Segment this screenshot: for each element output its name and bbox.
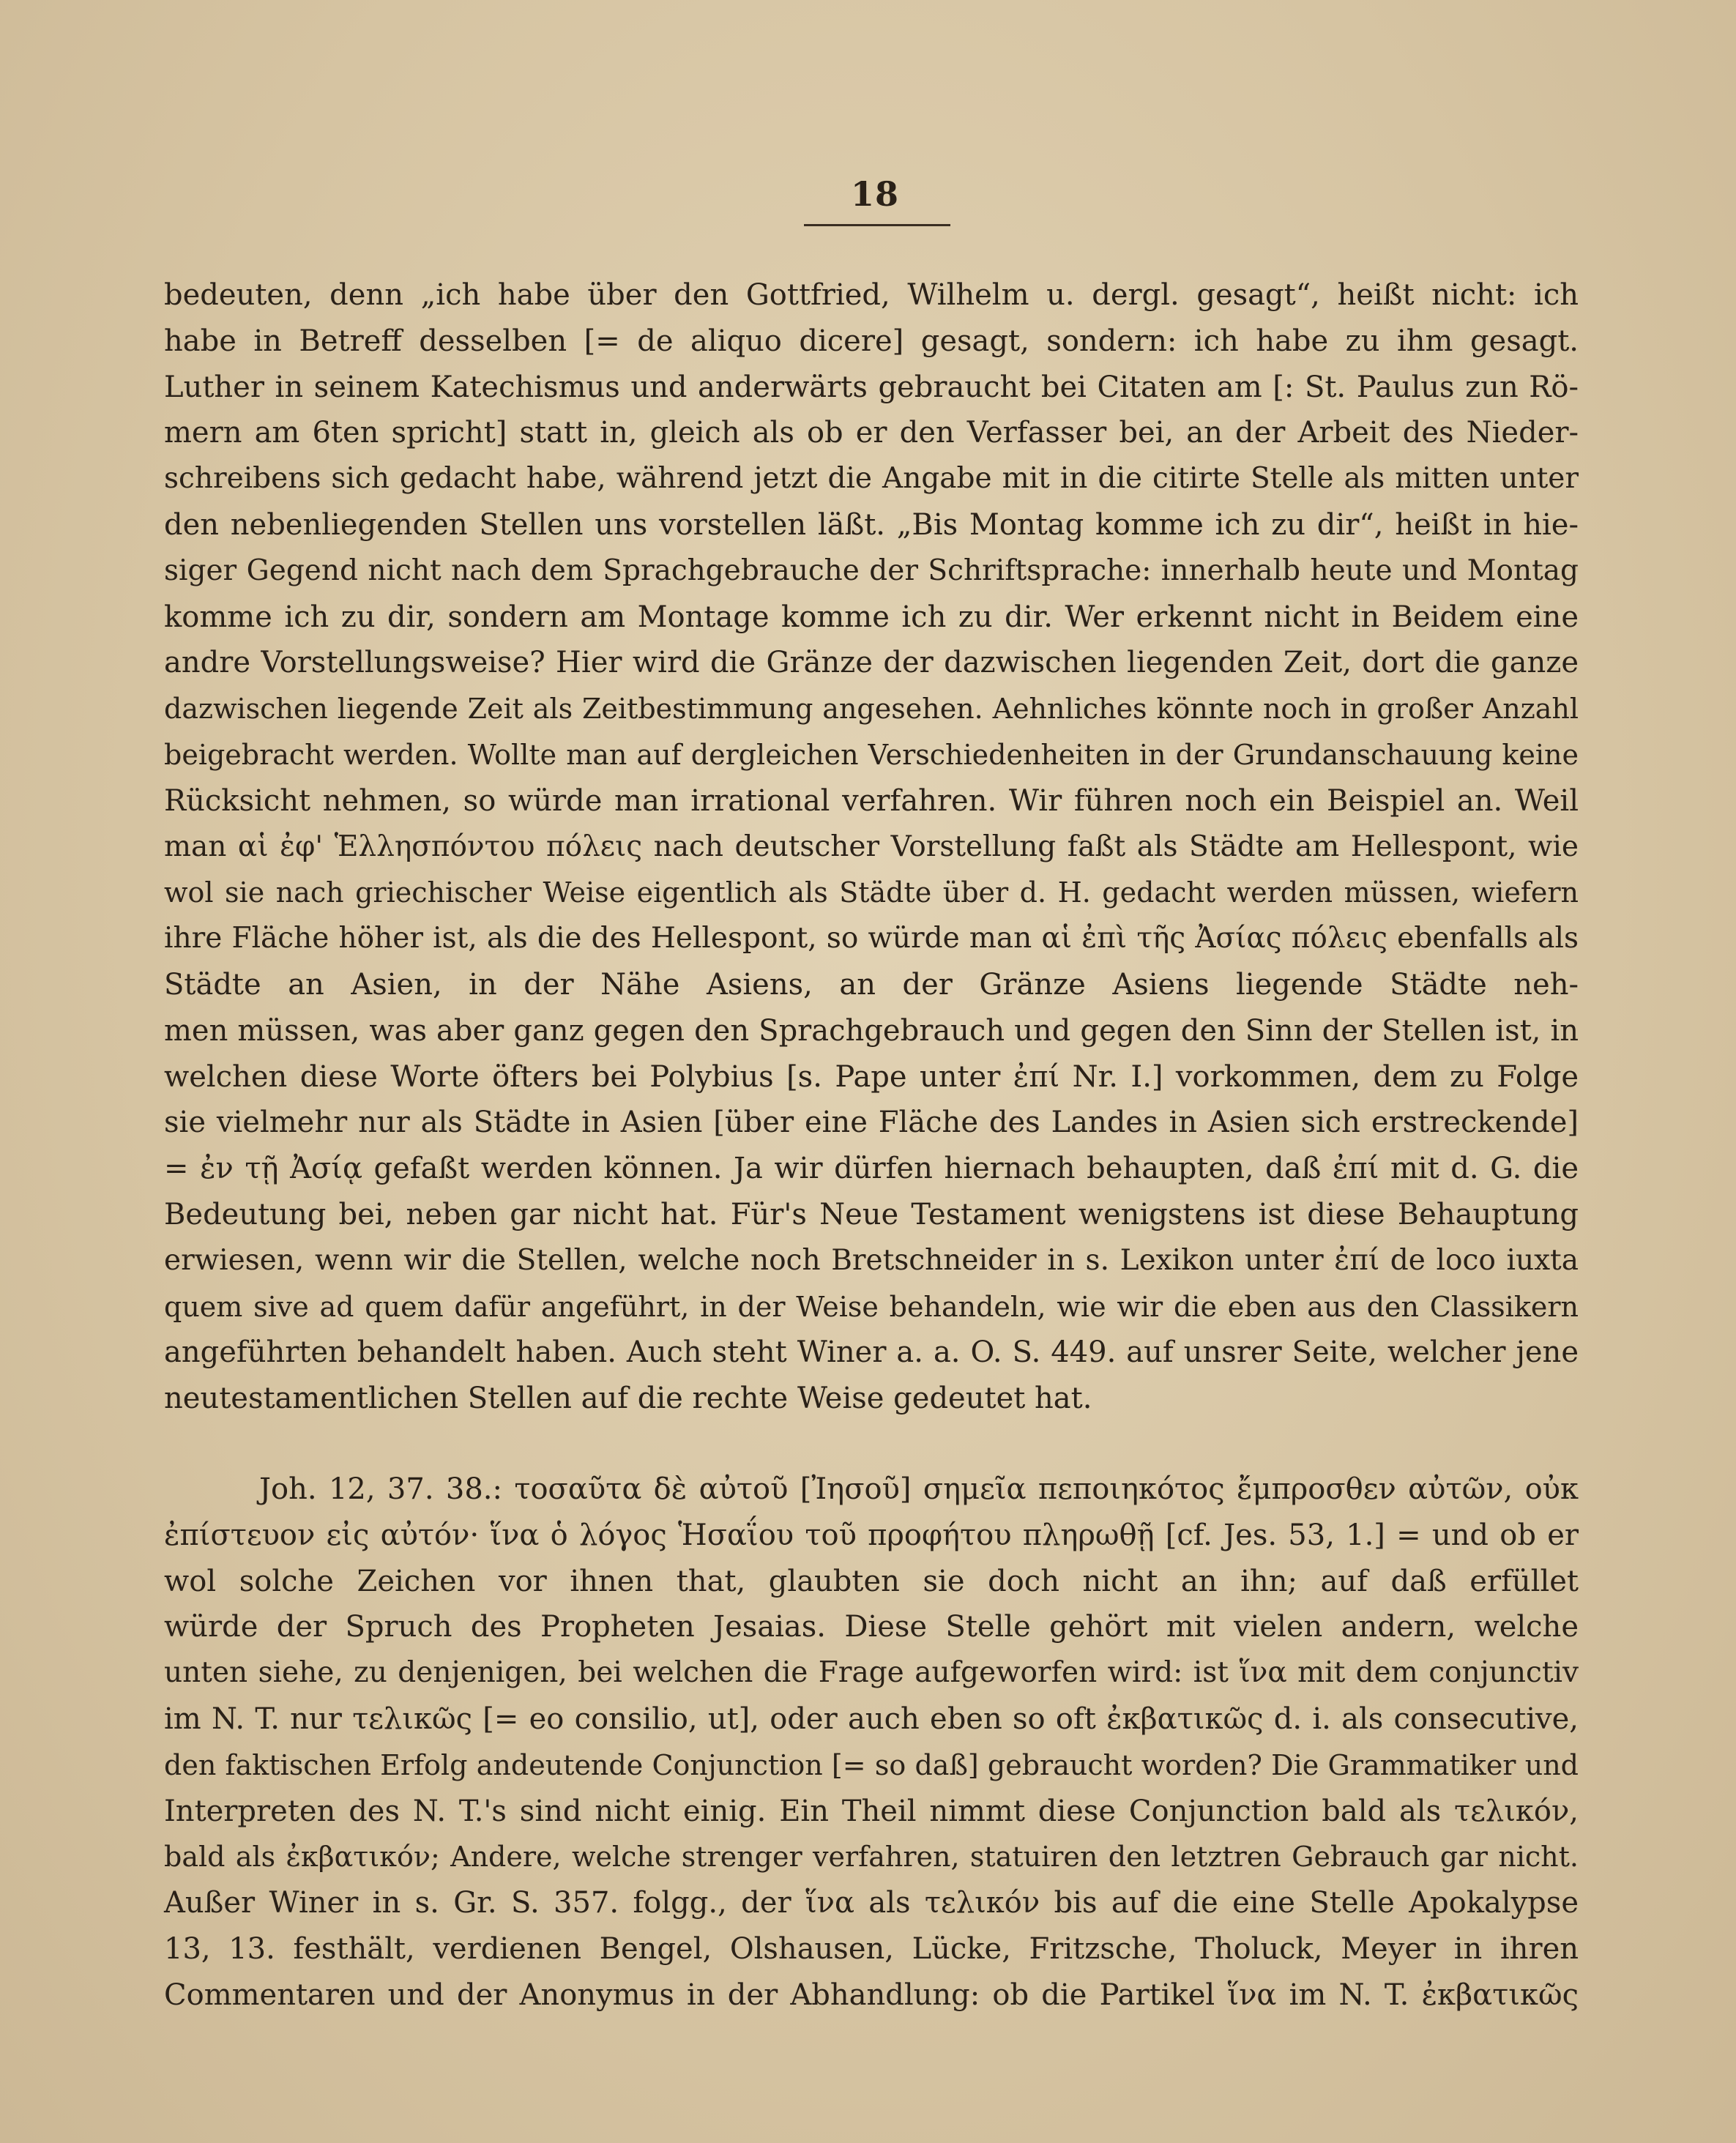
text-line: 13, 13. festhält, verdienen Bengel, Olshausen, Lücke, Fritzsche, Tholuck, Meyer in ihren [164,1931,1579,1966]
text-line: dazwischen liegende Zeit als Zeitbestimmung angesehen. Aehnliches könnte noch in großer Anzahl [164,693,1579,726]
page-number: 18 [850,174,899,214]
text-line: Städte an Asien, in der Nähe Asiens, an der Gränze Asiens liegende Städte neh- [164,967,1579,1002]
page-number-rule [804,224,950,226]
text-line: schreibens sich gedacht habe, während jetzt die Angabe mit in die citirte Stelle als mitten unter [164,462,1579,496]
text-line: beigebracht werden. Wollte man auf dergleichen Verschiedenheiten in der Grundanschauung keine [164,738,1579,771]
text-line: bald als ἐκβατικόν; Andere, welche strenger verfahren, statuiren den letztren Gebrauch gar nicht. [164,1841,1579,1874]
text-line: ἐπίστευον εἰς αὐτόν· ἵνα ὁ λόγος Ἡσαΐου τοῦ προφήτου πληρωθῇ [cf. Jes. 53, 1.] = und ob er [164,1518,1579,1552]
text-line: angeführten behandelt haben. Auch steht Winer a. a. O. S. 449. auf unsrer Seite, welcher jene [164,1335,1579,1370]
text-line: neutestamentlichen Stellen auf die rechte Weise gedeutet hat. [164,1382,1092,1416]
text-line: würde der Spruch des Propheten Jesaias. Diese Stelle gehört mit vielen andern, welche [164,1610,1579,1644]
text-line: den nebenliegenden Stellen uns vorstellen läßt. „Bis Montag komme ich zu dir“, heißt in hie- [164,507,1579,542]
text-line: Rücksicht nehmen, so würde man irrational verfahren. Wir führen noch ein Beispiel an. Weil [164,783,1579,818]
text-line: Commentaren und der Anonymus in der Abhandlung: ob die Partikel ἵνα im N. T. ἐκβατικῶς [164,1978,1579,2012]
text-line: Joh. 12, 37. 38.: τοσαῦτα δὲ αὐτοῦ [Ἰησοῦ] σημεῖα πεποιηκότος ἔμπροσθεν αὐτῶν, οὐκ [259,1472,1579,1506]
text-line: komme ich zu dir, sondern am Montage komme ich zu dir. Wer erkennt nicht in Beidem eine [164,600,1579,634]
text-line: quem sive ad quem dafür angeführt, in der Weise behandeln, wie wir die eben aus den Classikern [164,1290,1579,1323]
text-line: unten siehe, zu denjenigen, bei welchen die Frage aufgeworfen wird: ist ἵνα mit dem conjunctiv [164,1656,1579,1690]
paragraph-2 [164,1466,1579,2019]
text-line: den faktischen Erfolg andeutende Conjunction [= so daß] gebraucht worden? Die Grammatiker und [164,1748,1579,1781]
text-line: habe in Betreff desselben [= de aliquo dicere] gesagt, sondern: ich habe zu ihm gesagt. [164,324,1579,358]
text-line: welchen diese Worte öfters bei Polybius [s. Pape unter ἐπί Nr. I.] vorkommen, dem zu Folge [164,1059,1579,1094]
text-line: sie vielmehr nur als Städte in Asien [über eine Fläche des Landes in Asien sich erstreckende] [164,1106,1579,1140]
text-line: wol solche Zeichen vor ihnen that, glaubten sie doch nicht an ihn; auf daß erfüllet [164,1564,1579,1598]
text-line: Bedeutung bei, neben gar nicht hat. Für's Neue Testament wenigstens ist diese Behauptung [164,1197,1579,1231]
text-line: man αἱ ἐφ' Ἑλλησπόντου πόλεις nach deutscher Vorstellung faßt als Städte am Hellespont, wie [164,830,1579,863]
text-line: = ἐν τῇ Ἀσίᾳ gefaßt werden können. Ja wir dürfen hiernach behaupten, daß ἐπί mit d. G. die [164,1152,1579,1186]
text-line: andre Vorstellungsweise? Hier wird die Gränze der dazwischen liegenden Zeit, dort die ganze [164,646,1579,680]
text-line: im N. T. nur τελικῶς [= eo consilio, ut], oder auch eben so oft ἐκβατικῶς d. i. als consecutive, [164,1702,1579,1736]
text-line: bedeuten, denn „ich habe über den Gottfried, Wilhelm u. dergl. gesagt“, heißt nicht: ich [164,278,1579,312]
text-line: Außer Winer in s. Gr. S. 357. folgg., der ἵνα als τελικόν bis auf die eine Stelle Apokalypse [164,1886,1579,1920]
text-line: siger Gegend nicht nach dem Sprachgebrauche der Schriftsprache: innerhalb heute und Montag [164,554,1579,587]
text-line: mern am 6ten spricht] statt in, gleich als ob er den Verfasser bei, an der Arbeit des Nieder- [164,416,1579,450]
text-line: wol sie nach griechischer Weise eigentlich als Städte über d. H. gedacht werden müssen, wiefern [164,876,1579,909]
text-line: erwiesen, wenn wir die Stellen, welche noch Bretschneider in s. Lexikon unter ἐπί de loco iuxta [164,1243,1579,1277]
paragraph-1 [164,272,1579,1422]
text-line: ihre Fläche höher ist, als die des Hellespont, so würde man αἱ ἐπὶ τῆς Ἀσίας πόλεις ebenfalls als [164,922,1579,955]
text-line: Luther in seinem Katechismus und anderwärts gebraucht bei Citaten am [: St. Paulus zun Rö- [164,370,1579,404]
text-line: men müssen, was aber ganz gegen den Sprachgebrauch und gegen den Sinn der Stellen ist, in [164,1013,1579,1048]
text-line: Interpreten des N. T.'s sind nicht einig. Ein Theil nimmt diese Conjunction bald als τελικόν, [164,1794,1579,1828]
